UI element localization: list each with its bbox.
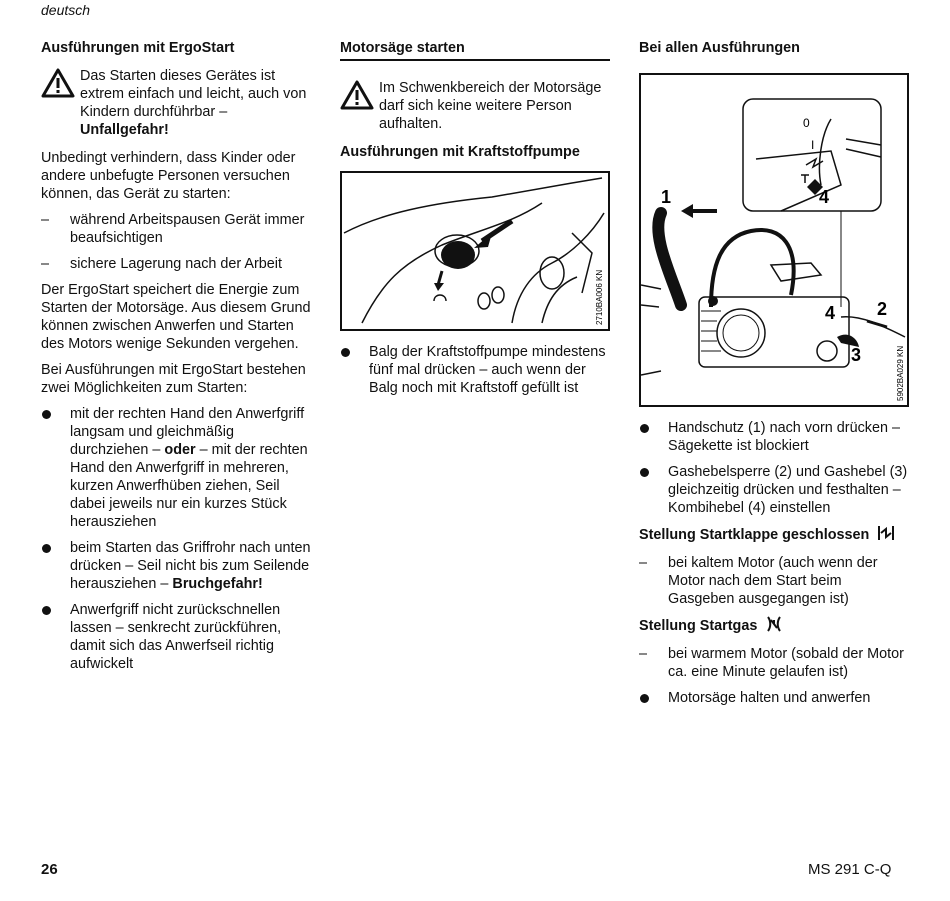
subheading: Ausführungen mit Kraftstoffpumpe <box>340 144 580 160</box>
section-heading: Bei allen Ausführungen <box>639 40 800 56</box>
fuel-pump-illustration <box>342 173 608 329</box>
dash-item <box>639 645 909 681</box>
bullet-list <box>639 689 909 707</box>
dash-item-text: bei warmem Motor (sobald der Motor ca. eine Minute gelaufen ist) <box>668 646 904 680</box>
figure-code: 5902BA029 KN <box>896 345 905 401</box>
paragraph: Bei Ausführungen mit ErgoStart bestehen zwei Möglichkeiten zum Starten: <box>41 362 306 396</box>
bullet-text: mit der rechten Hand den Anwerfgriff langsam und gleichmäßig durchziehen – <box>70 406 305 458</box>
paragraph: Der ErgoStart speichert die Energie zum Starten der Motorsäge. Aus diesem Grund können zwischen Anwerfen und Starten des Motors wenige Sekunden vergehen. <box>41 282 311 352</box>
warning-block <box>340 79 610 133</box>
bullet-text: Balg der Kraftstoffpumpe mindestens fünf mal drücken – auch wenn der Balg noch mit Kraftstoff gefüllt ist <box>369 344 606 396</box>
bullet-text: Anwerfgriff nicht zurückschnellen lassen – senkrecht zurückführen, damit sich das Anwerfseil richtig aufwickelt <box>70 602 282 672</box>
column-ergostart <box>41 39 311 681</box>
dash-item-text: bei kaltem Motor (auch wenn der Motor nach dem Start beim Gasgeben ausgegangen ist) <box>668 555 878 607</box>
bullet-item <box>639 463 909 517</box>
bullet-text: Gashebelsperre (2) und Gashebel (3) gleichzeitig drücken und festhalten – Kombihebel (4) einstellen <box>668 464 908 516</box>
warning-emphasis: Unfallgefahr! <box>80 122 169 138</box>
dash-marker: – <box>639 555 648 571</box>
warning-icon <box>41 68 75 98</box>
language-label: deutsch <box>41 2 91 18</box>
section-heading: Motorsäge starten <box>340 39 610 61</box>
dash-item <box>41 255 311 273</box>
callout-2: 2 <box>877 299 888 319</box>
chainsaw-illustration <box>641 75 907 405</box>
bullet-item <box>340 343 610 397</box>
bullet-list <box>639 419 909 517</box>
chainsaw-figure <box>639 73 909 407</box>
callout-4-top: 4 <box>819 187 830 207</box>
bullet-text: Handschutz (1) nach vorn drücken – Sägekette ist blockiert <box>668 420 900 454</box>
dash-item <box>639 554 909 608</box>
callout-4-bottom: 4 <box>825 303 836 323</box>
bullet-item <box>41 539 311 593</box>
callout-3: 3 <box>851 345 862 365</box>
dash-list <box>639 645 909 681</box>
bullet-text: – mit der rechten Hand den Anwerfgriff in mehreren, kurzen Anwerfhüben ziehen, Seil dabei jeweils nur ein kurzes Stück herausziehen <box>70 442 308 530</box>
warning-block <box>41 67 311 139</box>
subheading-text: Stellung Startgas <box>639 618 758 634</box>
bullet-emphasis: Bruchgefahr! <box>172 576 263 592</box>
bullet-item <box>41 601 311 673</box>
bullet-text: beim Starten das Griffrohr nach unten drücken – Seil nicht bis zum Seilende herausziehen – <box>70 540 311 592</box>
dash-item-text: sichere Lagerung nach der Arbeit <box>70 256 283 272</box>
position-0-label: 0 <box>803 116 810 130</box>
page-number: 26 <box>41 861 58 878</box>
choke-closed-icon <box>877 525 895 541</box>
column-start-saw <box>340 39 610 405</box>
bullet-item <box>639 419 909 455</box>
start-throttle-icon <box>765 616 783 632</box>
paragraph: Unbedingt verhindern, dass Kinder oder andere unbefugte Personen versuchen können, das Gerät zu starten: <box>41 150 296 202</box>
figure-code: 2710BA006 KN <box>595 269 604 325</box>
model-name: MS 291 C-Q <box>808 861 892 878</box>
section-heading: Ausführungen mit ErgoStart <box>41 40 235 56</box>
dash-item-text: während Arbeitspausen Gerät immer beaufsichtigen <box>70 212 305 246</box>
warning-icon <box>340 80 374 110</box>
bullet-list <box>340 343 610 397</box>
bullet-item <box>639 689 909 707</box>
subheading-start-throttle <box>639 616 909 635</box>
bullet-item <box>41 405 311 531</box>
subheading-text: Stellung Startklappe geschlossen <box>639 527 870 543</box>
column-all-versions <box>639 39 909 715</box>
warning-text: Das Starten dieses Gerätes ist extrem einfach und leicht, auch von Kindern durchführbar – <box>80 68 307 120</box>
bullet-emphasis: oder <box>164 442 196 458</box>
dash-list <box>41 211 311 273</box>
dash-marker: – <box>41 212 50 228</box>
dash-marker: – <box>639 646 648 662</box>
fuel-pump-figure <box>340 171 610 331</box>
warning-text: Im Schwenkbereich der Motorsäge darf sich keine weitere Person aufhalten. <box>379 80 602 132</box>
callout-1: 1 <box>661 187 672 207</box>
bullet-list <box>41 405 311 673</box>
dash-marker: – <box>41 256 50 272</box>
position-I-label: I <box>811 138 815 152</box>
dash-item <box>41 211 311 247</box>
dash-list <box>639 554 909 608</box>
subheading-choke-closed <box>639 525 909 544</box>
bullet-text: Motorsäge halten und anwerfen <box>668 690 871 706</box>
